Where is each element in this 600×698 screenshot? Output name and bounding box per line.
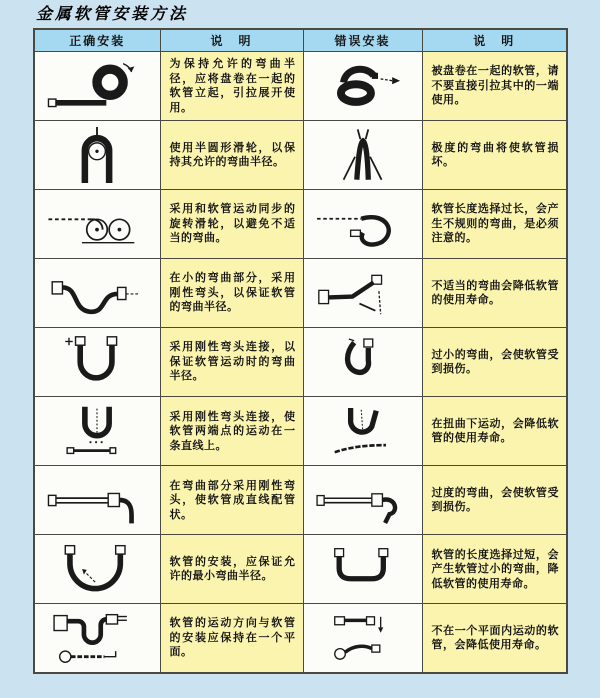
wrong-description-cell: 过度的弯曲，会使软管受到损伤。 <box>422 466 567 535</box>
header-wrong-install: 错误安装 <box>303 29 422 52</box>
table-row <box>34 190 567 259</box>
wrong-description-cell: 在扭曲下运动，会降低软管的使用寿命。 <box>422 397 567 466</box>
installation-methods-table <box>33 28 568 674</box>
correct-description-cell: 软管的运动方向与软管的安装应保持在一个平面。 <box>160 604 303 673</box>
correct-description-cell: 采用刚性弯头连接，以保证软管运动时的弯曲半径。 <box>160 328 303 397</box>
correct-illustration-cell <box>34 535 160 604</box>
wrong-illustration-cell <box>303 121 422 190</box>
wrong-description-cell: 过小的弯曲，会使软管受到损伤。 <box>422 328 567 397</box>
extreme-bend-icon <box>310 124 416 186</box>
wrong-description-cell: 不适当的弯曲会降低软管的使用寿命。 <box>422 259 567 328</box>
synchronized-rollers-icon <box>41 193 153 255</box>
correct-description-cell: 使用半圆形滑轮，以保持其允许的弯曲半径。 <box>160 121 303 190</box>
table-row <box>34 466 567 535</box>
table-row <box>34 52 567 121</box>
wrong-illustration-cell <box>303 604 422 673</box>
header-correct-description: 说 明 <box>160 29 303 52</box>
straight-piping-elbow-icon <box>41 469 153 531</box>
correct-illustration-cell <box>34 259 160 328</box>
correct-description-cell: 采用刚性弯头连接，使软管两端点的运动在一条直线上。 <box>160 397 303 466</box>
header-row <box>34 29 567 52</box>
improper-sharp-bend-icon <box>310 262 416 324</box>
table-row <box>34 259 567 328</box>
wrong-description-cell: 软管长度选择过长，会产生不规则的弯曲，是必须注意的。 <box>422 190 567 259</box>
wrong-illustration-cell <box>303 397 422 466</box>
wrong-illustration-cell <box>303 190 422 259</box>
table-row <box>34 397 567 466</box>
wrong-illustration-cell <box>303 259 422 328</box>
table-row <box>34 328 567 397</box>
header-wrong-description: 说 明 <box>422 29 567 52</box>
correct-illustration-cell <box>34 190 160 259</box>
minimum-bend-radius-u-icon <box>41 538 153 600</box>
correct-illustration-cell <box>34 604 160 673</box>
standing-coil-unrolling-icon <box>41 55 153 117</box>
wrong-description-cell: 软管的长度选择过短，会产生软管过小的弯曲，降低软管的使用寿命。 <box>422 535 567 604</box>
aligned-endpoints-u-icon <box>41 400 153 462</box>
correct-illustration-cell <box>34 52 160 121</box>
table-row <box>34 535 567 604</box>
wrong-illustration-cell <box>303 328 422 397</box>
overlong-irregular-loop-icon <box>310 193 416 255</box>
rigid-elbow-small-bend-icon <box>41 262 153 324</box>
wrong-illustration-cell <box>303 52 422 121</box>
same-plane-trap-icon <box>41 607 153 669</box>
too-small-bend-hook-icon <box>310 331 416 393</box>
out-of-plane-motion-icon <box>310 607 416 669</box>
wrong-description-cell: 被盘卷在一起的软管，请不要直接引拉其中的一端使用。 <box>422 52 567 121</box>
table-row <box>34 604 567 673</box>
wrong-illustration-cell <box>303 535 422 604</box>
twisted-u-motion-icon <box>310 400 416 462</box>
rigid-elbow-u-connection-icon <box>41 331 153 393</box>
wrong-description-cell: 不在一个平面内运动的软管，会降低使用寿命。 <box>422 604 567 673</box>
correct-description-cell: 在小的弯曲部分，采用刚性弯头，以保证软管的弯曲半径。 <box>160 259 303 328</box>
wrong-illustration-cell <box>303 466 422 535</box>
correct-description-cell: 为保持允许的弯曲半径，应将盘卷在一起的软管立起，引拉展开使用。 <box>160 52 303 121</box>
semicircular-pulley-icon <box>41 124 153 186</box>
table-row <box>34 121 567 190</box>
correct-description-cell: 在弯曲部分采用刚性弯头，使软管成直线配管状。 <box>160 466 303 535</box>
wrong-description-cell: 极度的弯曲将使软管损坏。 <box>422 121 567 190</box>
too-short-flat-u-icon <box>310 538 416 600</box>
coil-pulled-end-icon <box>310 55 416 117</box>
correct-illustration-cell <box>34 121 160 190</box>
correct-illustration-cell <box>34 466 160 535</box>
header-correct-install: 正确安装 <box>34 29 160 52</box>
correct-illustration-cell <box>34 397 160 466</box>
page-title: 金属软管安装方法 <box>36 4 189 23</box>
correct-description-cell: 采用和软管运动同步的旋转滑轮，以避免不适当的弯曲。 <box>160 190 303 259</box>
correct-description-cell: 软管的安装，应保证允许的最小弯曲半径。 <box>160 535 303 604</box>
correct-illustration-cell <box>34 328 160 397</box>
overbent-elbow-icon <box>310 469 416 531</box>
